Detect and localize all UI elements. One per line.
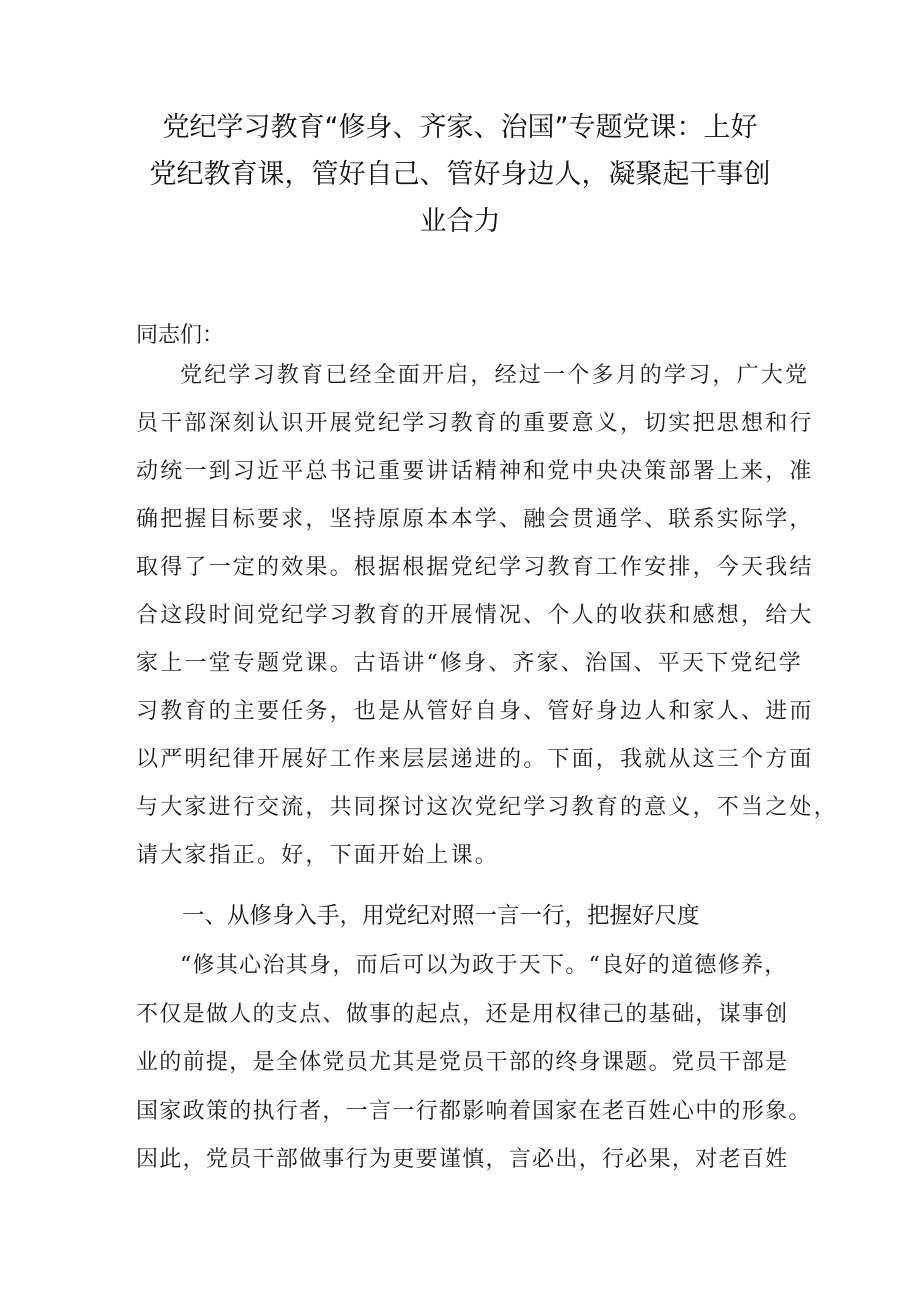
section-paragraph: [136, 942, 812, 1185]
title-line: 党纪教育课，管好自己、管好身边人，凝聚起干事创: [149, 159, 771, 190]
paragraph-line: 不仅是做人的支点、做事的起点，还是用权律己的基础，谋事创: [136, 1001, 789, 1027]
paragraph-line: “修其心治其身，而后可以为政于天下。“良好的道德修养，: [180, 953, 788, 978]
paragraph-line: 业的前提，是全体党员尤其是党员干部的终身课题。党员干部是: [136, 1050, 789, 1075]
paragraph-line: 家上一堂专题党课。古语讲“修身、齐家、治国、平天下党纪学: [136, 651, 803, 676]
paragraph-line: 取得了一定的效果。根据根据党纪学习教育工作安排，今天我结: [136, 555, 814, 580]
paragraph-line: 国家政策的执行者，一言一行都影响着国家在老百姓心中的形象。: [136, 1098, 812, 1124]
paragraph-line: 合这段时间党纪学习教育的开展情况、个人的收获和感想，给大: [136, 603, 814, 628]
paragraph-line: 确把握目标要求，坚持原原本本学、融会贯通学、联系实际学，: [136, 507, 814, 532]
intro-paragraph: [136, 352, 838, 880]
document-title: [120, 104, 800, 245]
section-heading: 一、从修身入手，用党纪对照一言一行，把握好尺度: [182, 903, 700, 929]
title-line: 业合力: [419, 206, 501, 237]
paragraph-line: 请大家指正。好，下面开始上课。: [136, 843, 500, 868]
salutation: 同志们：: [136, 323, 225, 348]
paragraph-line: 以严明纪律开展好工作来层层递进的。下面，我就从这三个方面: [136, 747, 814, 772]
paragraph-line: 党纪学习教育已经全面开启，经过一个多月的学习，广大党: [180, 363, 810, 388]
paragraph-line: 动统一到习近平总书记重要讲话精神和党中央决策部署上来，准: [136, 459, 814, 484]
paragraph-line: 与大家进行交流，共同探讨这次党纪学习教育的意义，不当之处，: [136, 795, 838, 820]
paragraph-line: 习教育的主要任务，也是从管好自身、管好身边人和家人、进而: [136, 699, 814, 724]
paragraph-line: 因此，党员干部做事行为更要谨慎，言必出，行必果，对老百姓: [136, 1147, 789, 1172]
title-line: 党纪学习教育“修身、齐家、治国”专题党课：上好: [162, 112, 758, 143]
paragraph-line: 员干部深刻认识开展党纪学习教育的重要意义，切实把思想和行: [136, 411, 814, 436]
